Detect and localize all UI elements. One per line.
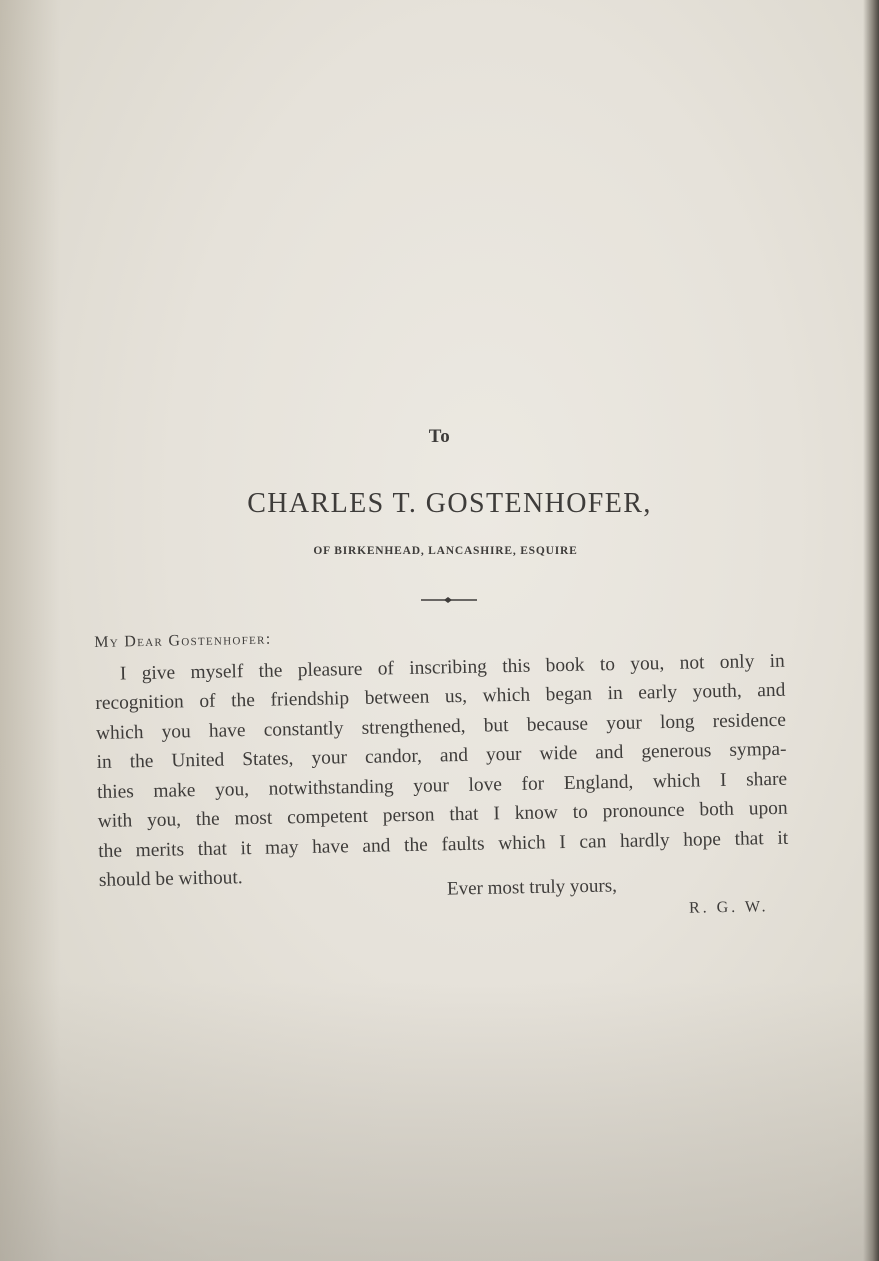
letter-line: which you have constantly strengthened, but because your long residence xyxy=(95,709,787,744)
page-shade xyxy=(0,981,879,1261)
letter-line: the merits that it may have and the faults which I can hardly hope that it xyxy=(98,827,789,862)
divider-ornament-icon xyxy=(420,592,478,608)
letter-line: I give myself the pleasure of inscribing this book to you, not only in xyxy=(119,650,785,685)
letter-line: thies make you, notwithstanding your love for England, which I share xyxy=(96,768,788,803)
letter-line: recognition of the friendship between us, which began in early youth, and xyxy=(95,679,786,714)
letter-line: with you, the most competent person that I know to pronounce both upon xyxy=(97,797,788,832)
letter-line: should be without. xyxy=(98,867,243,891)
dedication-letter xyxy=(94,615,799,896)
letter-line: in the United States, your candor, and your wide and generous sympa- xyxy=(96,738,787,773)
recipient-detail: OF BIRKENHEAD, LANCASHIRE, ESQUIRE xyxy=(313,545,578,557)
letter-salutation: My Dear Gostenhofer: xyxy=(94,630,272,651)
dedication-to: To xyxy=(428,426,451,447)
page-edge xyxy=(863,0,879,1261)
letter-closing: Ever most truly yours, xyxy=(446,875,618,900)
signature-initials: R. G. W. xyxy=(688,898,769,917)
recipient-name: CHARLES T. GOSTENHOFER, xyxy=(247,488,652,519)
